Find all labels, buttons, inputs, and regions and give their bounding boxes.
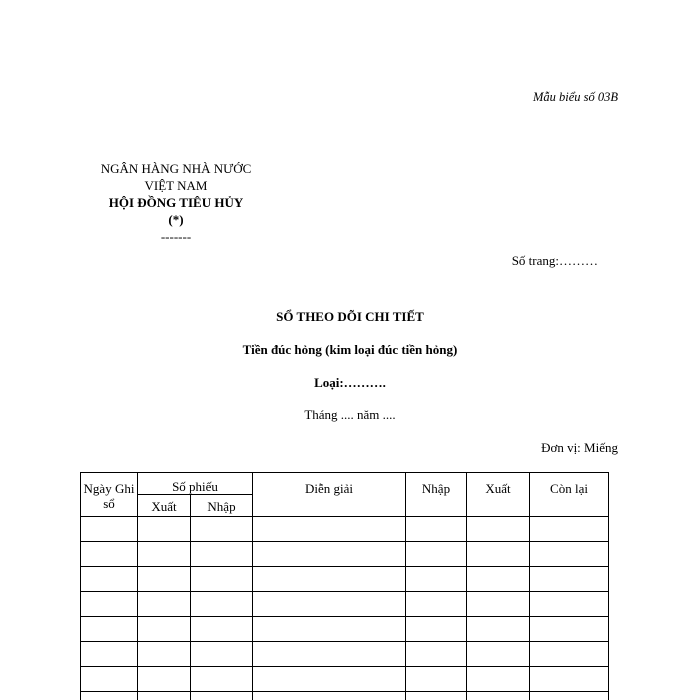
table-row bbox=[81, 617, 609, 642]
table-cell bbox=[467, 542, 530, 567]
table-row bbox=[81, 642, 609, 667]
table-cell bbox=[406, 517, 467, 542]
table-cell bbox=[191, 592, 253, 617]
table-cell bbox=[138, 692, 191, 700]
page-number: Số trang:……… bbox=[511, 253, 598, 268]
ledger-table bbox=[80, 472, 609, 700]
table-cell bbox=[138, 642, 191, 667]
header-in: Nhập bbox=[406, 473, 467, 517]
table-row bbox=[81, 567, 609, 592]
table-cell bbox=[191, 642, 253, 667]
table-cell bbox=[530, 692, 609, 700]
table-cell bbox=[253, 667, 406, 692]
council-note-marker: (*) bbox=[168, 212, 184, 227]
table-cell bbox=[530, 617, 609, 642]
table-row bbox=[81, 517, 609, 542]
table-cell bbox=[81, 617, 138, 642]
table-cell bbox=[406, 692, 467, 700]
table-cell bbox=[467, 517, 530, 542]
table-cell bbox=[530, 567, 609, 592]
ledger-body bbox=[81, 517, 609, 700]
table-cell bbox=[253, 567, 406, 592]
table-cell bbox=[406, 617, 467, 642]
table-cell bbox=[253, 617, 406, 642]
table-cell bbox=[138, 542, 191, 567]
table-cell bbox=[406, 667, 467, 692]
council-name: HỘI ĐỒNG TIÊU HỦY bbox=[108, 195, 244, 210]
header-date: Ngày Ghi sổ bbox=[81, 473, 138, 517]
table-cell bbox=[138, 592, 191, 617]
table-cell bbox=[467, 642, 530, 667]
header-voucher-in: Nhập bbox=[191, 495, 253, 517]
table-cell bbox=[81, 592, 138, 617]
table-cell bbox=[191, 542, 253, 567]
header-remaining: Còn lại bbox=[530, 473, 609, 517]
form-code: Mẫu biểu số 03B bbox=[532, 90, 618, 104]
table-cell bbox=[530, 667, 609, 692]
table-cell bbox=[467, 617, 530, 642]
table-cell bbox=[191, 667, 253, 692]
table-cell bbox=[81, 542, 138, 567]
table-cell bbox=[530, 542, 609, 567]
table-cell bbox=[253, 642, 406, 667]
table-cell bbox=[253, 692, 406, 700]
table-row bbox=[81, 692, 609, 700]
table-cell bbox=[81, 692, 138, 700]
table-cell bbox=[253, 517, 406, 542]
org-name-line2: VIỆT NAM bbox=[144, 178, 208, 193]
table-cell bbox=[191, 617, 253, 642]
header-divider: ------- bbox=[160, 229, 192, 244]
table-cell bbox=[191, 517, 253, 542]
unit-label: Đơn vị: Miếng bbox=[541, 440, 618, 455]
org-name-line1: NGÂN HÀNG NHÀ NƯỚC bbox=[100, 161, 252, 176]
table-cell bbox=[81, 517, 138, 542]
table-cell bbox=[81, 567, 138, 592]
table-cell bbox=[530, 592, 609, 617]
header-voucher-no: Số phiếu bbox=[138, 473, 253, 495]
table-cell bbox=[138, 617, 191, 642]
header-voucher-out: Xuất bbox=[138, 495, 191, 517]
table-cell bbox=[138, 517, 191, 542]
header-description: Diễn giải bbox=[253, 473, 406, 517]
document-title: SỔ THEO DÕI CHI TIẾT bbox=[276, 309, 424, 324]
period-field: Tháng .... năm .... bbox=[304, 407, 396, 422]
table-cell bbox=[253, 592, 406, 617]
table-cell bbox=[530, 642, 609, 667]
table-cell bbox=[191, 567, 253, 592]
table-cell bbox=[406, 592, 467, 617]
table-cell bbox=[253, 542, 406, 567]
table-cell bbox=[406, 542, 467, 567]
table-cell bbox=[191, 692, 253, 700]
table-cell bbox=[467, 592, 530, 617]
table-cell bbox=[467, 667, 530, 692]
table-cell bbox=[81, 667, 138, 692]
table-cell bbox=[138, 567, 191, 592]
table-cell bbox=[467, 692, 530, 700]
header-out: Xuất bbox=[467, 473, 530, 517]
table-cell bbox=[467, 567, 530, 592]
table-cell bbox=[138, 667, 191, 692]
table-row bbox=[81, 592, 609, 617]
type-field: Loại:………. bbox=[314, 375, 386, 390]
table-row bbox=[81, 667, 609, 692]
organization-header bbox=[90, 160, 262, 245]
table-cell bbox=[406, 642, 467, 667]
table-row bbox=[81, 542, 609, 567]
table-cell bbox=[81, 642, 138, 667]
table-cell bbox=[530, 517, 609, 542]
document-subtitle: Tiền đúc hỏng (kim loại đúc tiền hỏng) bbox=[242, 342, 458, 357]
table-cell bbox=[406, 567, 467, 592]
